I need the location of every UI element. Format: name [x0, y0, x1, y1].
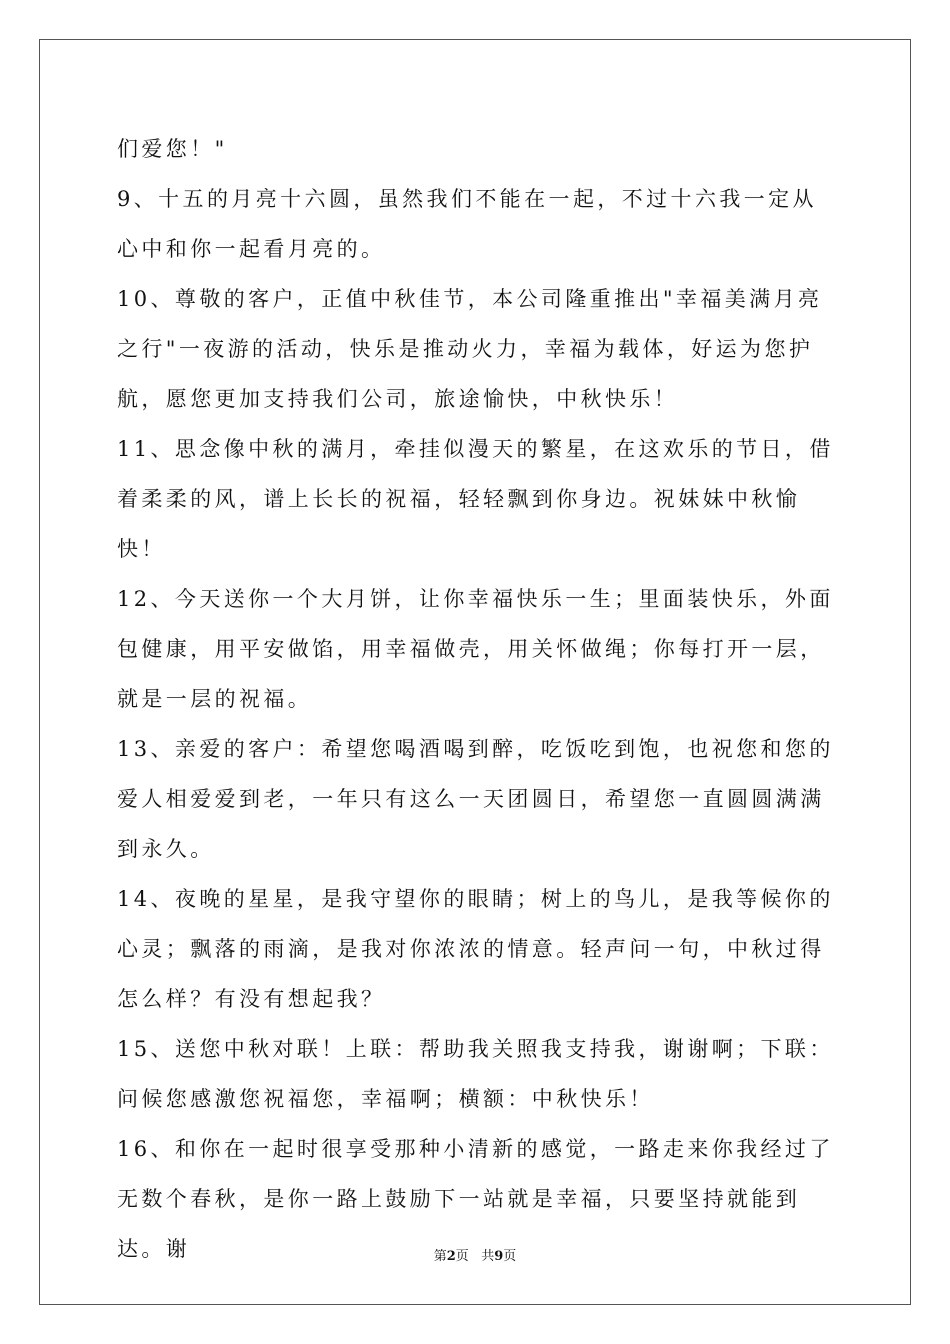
total-prefix: 共: [481, 1249, 495, 1264]
paragraph-10: 10、尊敬的客户，正值中秋佳节，本公司隆重推出"幸福美满月亮之行"一夜游的活动，快乐是推动火力，幸福为载体，好运为您护航，愿您更加支持我们公司，旅途愉快，中秋快乐！: [117, 287, 823, 411]
paragraph-14: 14、夜晚的星星，是我守望你的眼睛；树上的鸟儿，是我等候你的心灵；飘落的雨滴，是我对你浓浓的情意。轻声问一句，中秋过得怎么样？有没有想起我？: [117, 887, 834, 1011]
total-pages: 9: [494, 1249, 504, 1264]
paragraph-16: 16、和你在一起时很享受那种小清新的感觉，一路走来你我经过了无数个春秋，是你一路上鼓励下一站就是幸福，只要坚持就能到达。谢: [117, 1137, 834, 1261]
total-suffix: 页: [503, 1249, 517, 1264]
page-suffix: 页: [455, 1249, 469, 1264]
page-prefix: 第: [433, 1249, 447, 1264]
page-footer: [0, 1245, 950, 1264]
paragraph-13: 13、亲爱的客户：希望您喝酒喝到醉，吃饭吃到饱，也祝您和您的爱人相爱爱到老，一年只有这么一天团圆日，希望您一直圆圆满满到永久。: [117, 737, 834, 861]
paragraph-15: 15、送您中秋对联！上联：帮助我关照我支持我，谢谢啊；下联：问候您感激您祝福您，幸福啊；横额：中秋快乐！: [117, 1037, 834, 1111]
paragraph-11: 11、思念像中秋的满月，牵挂似漫天的繁星，在这欢乐的节日，借着柔柔的风，谱上长长的祝福，轻轻飘到你身边。祝妹妹中秋愉快！: [117, 437, 834, 561]
paragraph-9: 9、十五的月亮十六圆，虽然我们不能在一起，不过十六我一定从心中和你一起看月亮的。: [117, 187, 817, 261]
paragraph-continuation: 们爱您！": [117, 137, 228, 161]
paragraph-12: 12、今天送你一个大月饼，让你幸福快乐一生；里面装快乐，外面包健康，用平安做馅，用幸福做壳，用关怀做绳；你每打开一层，就是一层的祝福。: [117, 587, 834, 711]
page-number: 2: [446, 1249, 456, 1264]
document-body: [117, 124, 837, 1274]
